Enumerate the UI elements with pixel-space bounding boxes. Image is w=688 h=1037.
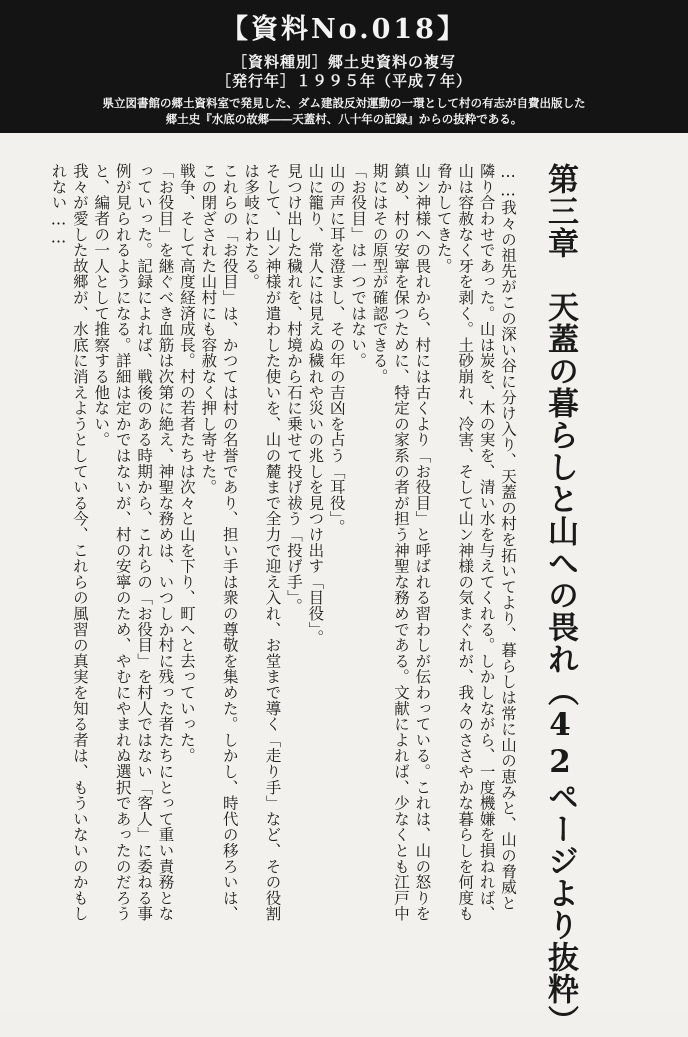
document-header bbox=[0, 0, 688, 133]
source-note-line-2: 郷土史『水底の故郷――天蓋村、八十年の記録』からの抜粋である。 bbox=[165, 112, 523, 126]
chapter-title: 第三章 天蓋の暮らしと山への畏れ（42ページより抜粋） bbox=[542, 163, 578, 1037]
document-title: 【資料No.018】 bbox=[221, 14, 467, 45]
document-page bbox=[0, 133, 688, 1037]
source-note-line-1: 県立図書館の郷土資料室で発見した、ダム建設反対運動の一環として村の有志が自費出版した bbox=[102, 96, 586, 110]
paragraph: ……我々の祖先がこの深い谷に分け入り、天蓋の村を拓いてより、暮らしは常に山の恵みと、山の脅威と隣り合わせであった。山は炭を、木の実を、清い水を与えてくれる。しかしながら、一度機嫌を損ねれば、山は容赦なく牙を剥く。土砂崩れ、冷害、そして山ン神様の気まぐれが、我々のささやかな暮らしを何度も脅かしてきた。 bbox=[434, 163, 517, 922]
paragraph: これらの「お役目」は、かつては村の名誉であり、担い手は衆の尊敬を集めた。しかし、時代の移ろいは、この閉ざされた山村にも容赦なく押し寄せた。 bbox=[199, 163, 239, 922]
paragraph: 戦争、そして高度経済成長。村の若者たちは次々と山を下り、町へと去っていった。 bbox=[177, 163, 196, 764]
paragraph: 見つけ出した穢れを、村境から石に乗せて投げ祓う「投げ手」。 bbox=[284, 163, 303, 614]
body-text bbox=[49, 163, 518, 923]
paragraph: 「お役目」は一つではない。 bbox=[349, 163, 368, 369]
document-type: ［資料種別］郷土史資料の複写 bbox=[231, 53, 456, 71]
paragraph: 「お役目」を継ぐべき血筋は次第に絶え、神聖な務めは、いつしか村に残った者たちにとって重い責務となっていった。記録によれば、戦後のある時期から、これらの「お役目」を村人ではない「客人」に委ねる事例が見られるようになる。詳細は定かではないが、村の安寧のため、やむにやまれぬ選択であったのだろうと、編者の一人として推察する他ない。 bbox=[92, 163, 175, 922]
paragraph: そして、山ン神様が遣わした使いを、山の麓まで全力で迎え入れ、お堂まで導く「走り手」など、その役割は多岐にわたる。 bbox=[242, 163, 282, 922]
paragraph: 山ン神様への畏れから、村には古くより「お役目」と呼ばれる習わしが伝わっている。これは、山の怒りを鎮め、村の安寧を保つために、特定の家系の者が担う神聖な務めである。文献によれば、少なくとも江戸中期にはその原型が確認できる。 bbox=[370, 163, 432, 922]
publication-year: ［発行年］１９９５年（平成７年） bbox=[215, 72, 472, 90]
paragraph: 我々が愛した故郷が、水底に消えようとしている今、これらの風習の真実を知る者は、もういないのかもしれない…… bbox=[49, 163, 89, 922]
paragraph: 山に籠り、常人には見えぬ穢れや災いの兆しを見つけ出す「目役」。 bbox=[306, 163, 325, 646]
paragraph: 山の声に耳を澄まし、その年の吉凶を占う「耳役」。 bbox=[327, 163, 346, 535]
